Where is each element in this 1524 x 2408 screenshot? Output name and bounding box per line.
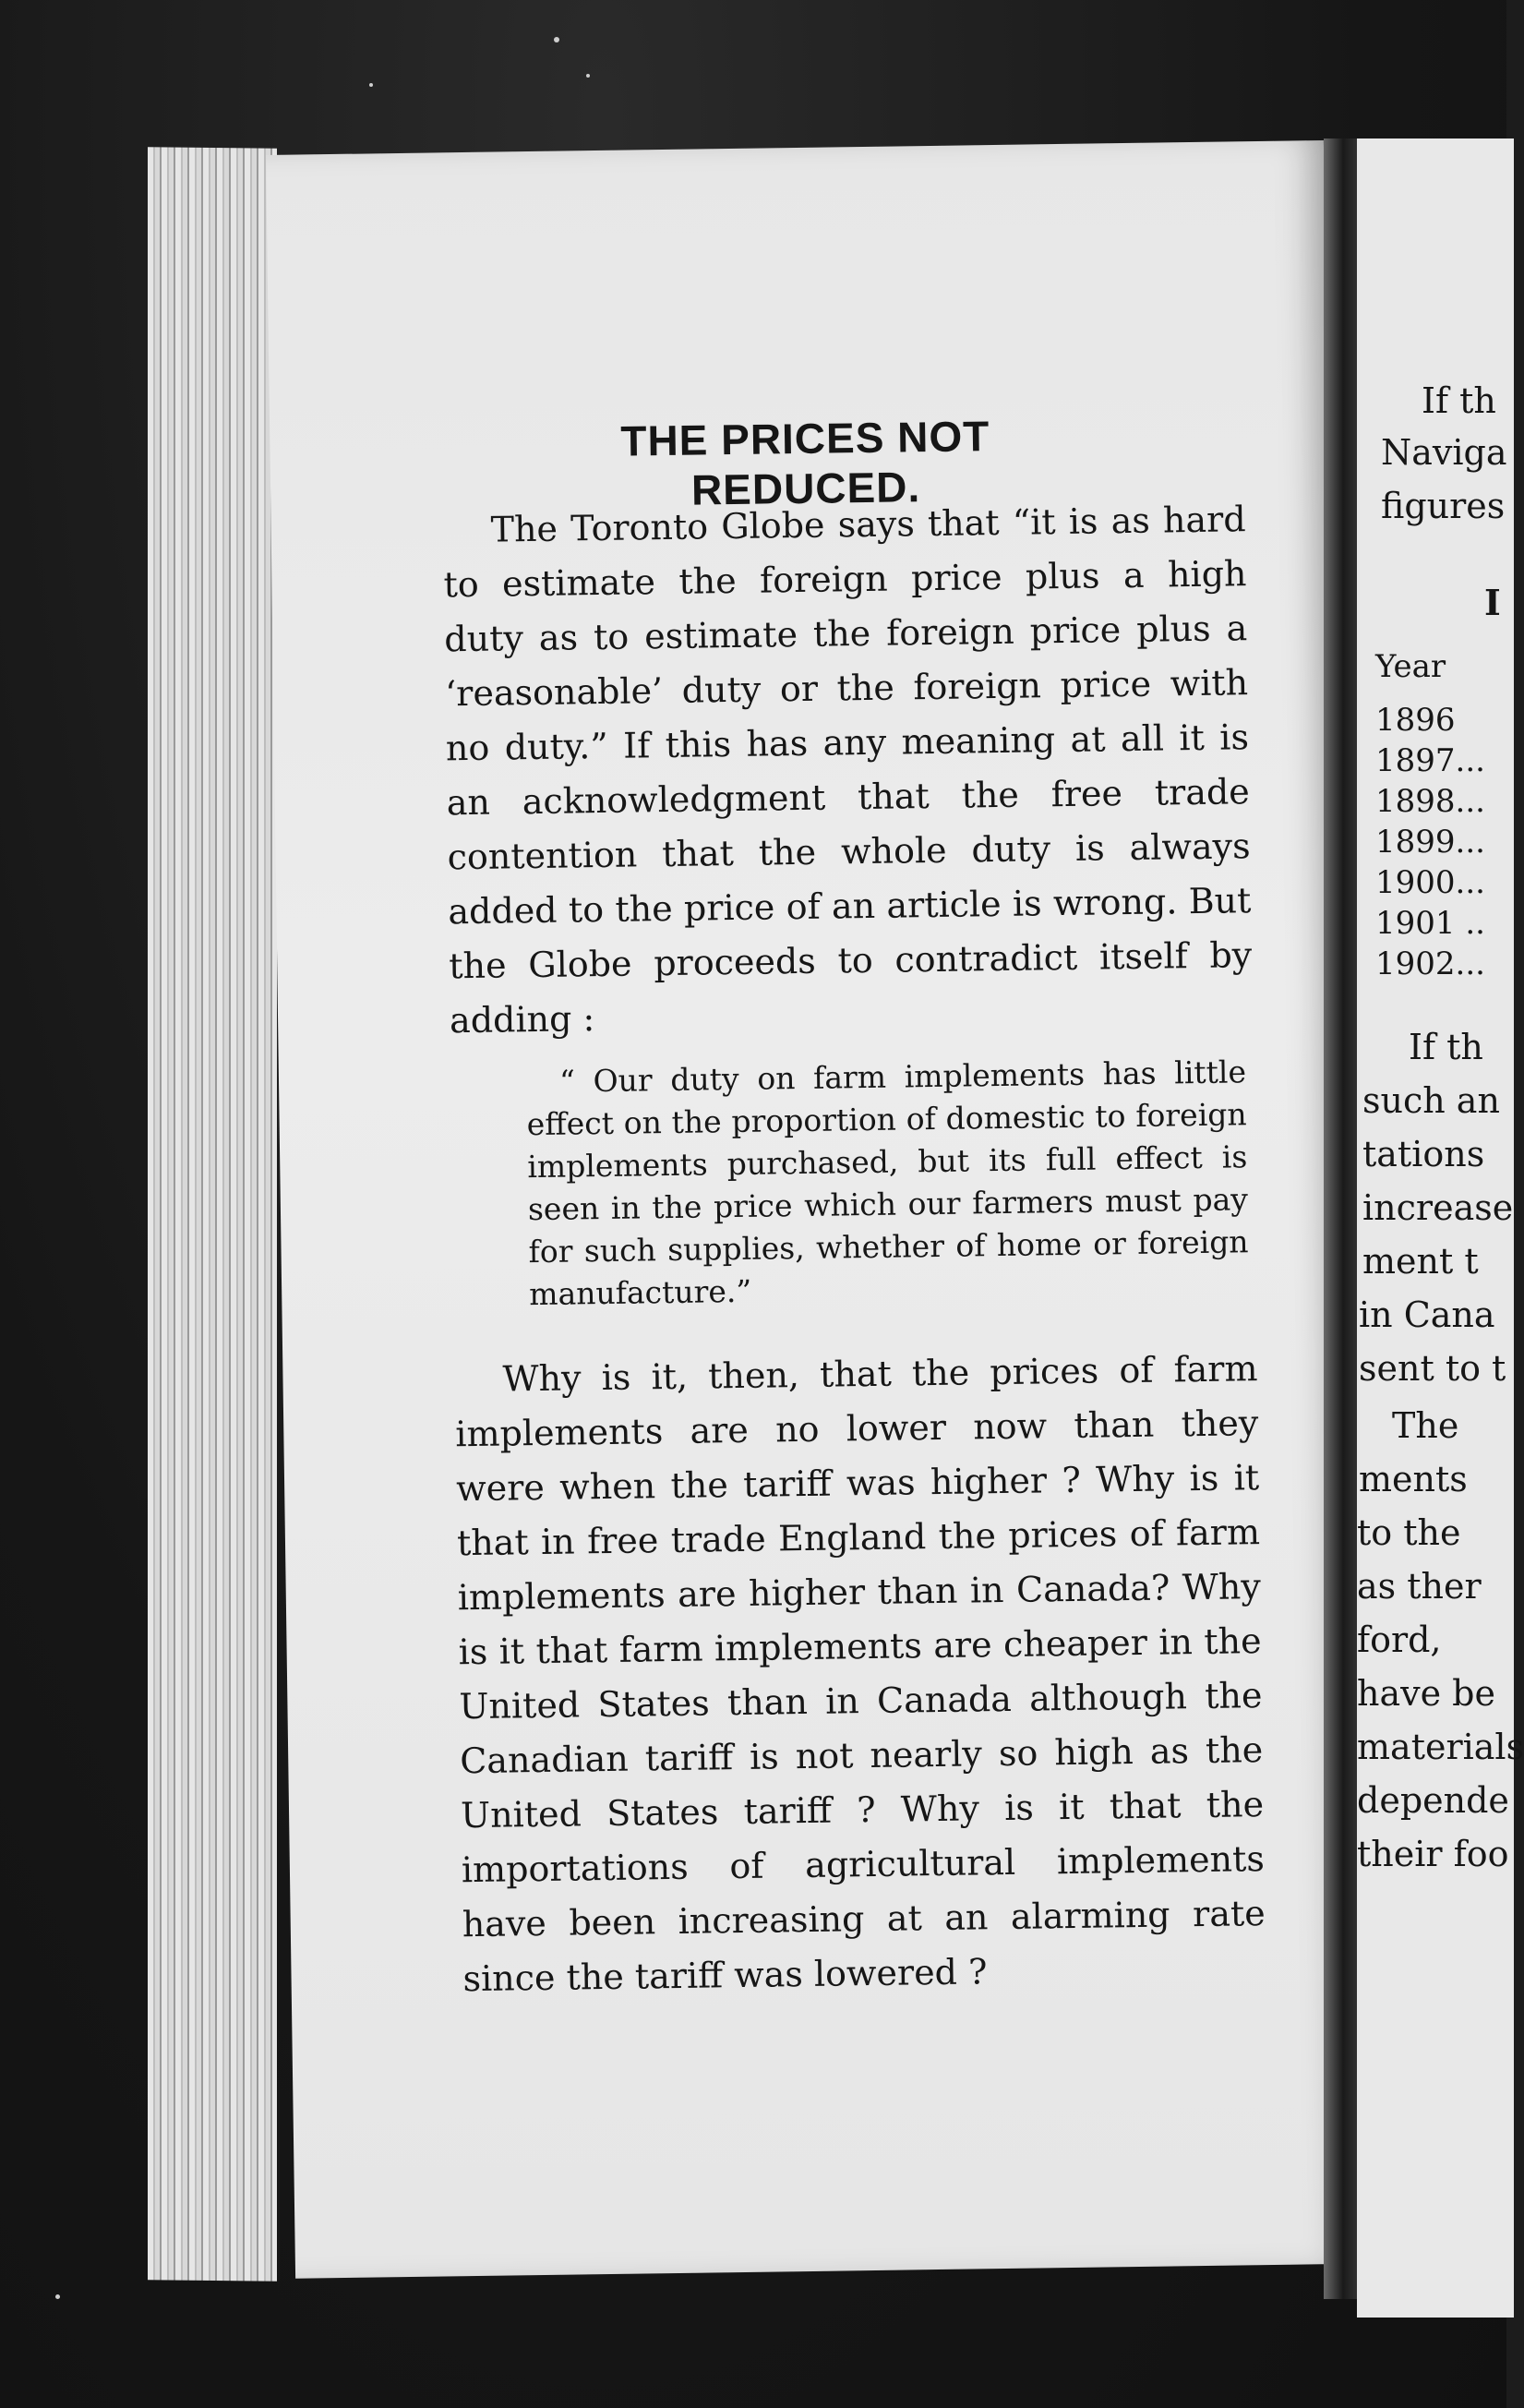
right-text-fragment: sent to t xyxy=(1359,1348,1506,1389)
right-text-fragment: 1899... xyxy=(1375,824,1485,861)
right-text-fragment: increase xyxy=(1362,1187,1514,1228)
dust-speck xyxy=(554,37,559,42)
right-text-fragment: Naviga xyxy=(1381,432,1507,473)
right-text-fragment: ford, xyxy=(1357,1619,1442,1660)
right-text-fragment: in Cana xyxy=(1359,1294,1495,1335)
block-quote: “ Our duty on farm implements has little effect on the proportion of domestic to foreign implements purchased, but its full effect is seen in the price which our farmers must pay for such supplies, whether of home or foreign manufacture.” xyxy=(526,1054,1249,1313)
paragraph-1: The Toronto Globe says that “it is as hard to estimate the foreign price plus a high duty as to estimate the foreign price plus a ‘reasonable’ duty or the foreign price with no duty.” If this has any meaning at all it is an acknowledgment that the free trade contention that the whole duty is always added to the price of an article is wrong. But the Globe proceeds to contradict itself by adding : xyxy=(443,499,1253,1041)
right-text-fragment: their foo xyxy=(1357,1834,1509,1874)
right-text-fragment: Year xyxy=(1375,648,1446,685)
right-text-fragment: 1900... xyxy=(1375,864,1485,901)
right-text-fragment: such an xyxy=(1362,1080,1500,1121)
right-text-fragment: ments xyxy=(1359,1459,1468,1499)
right-text-fragment: The xyxy=(1392,1405,1459,1446)
paragraph-2: Why is it, then, that the prices of farm implements are no lower now than they were when the tariff was higher ? Why is it that in free trade England the prices of farm implements are higher than in Canada? Why is it that farm implements are cheaper in the United States than in Canada although the Canadian tariff is not nearly so high as the United States tariff ? Why is it that the importations of agricultural implements have been increasing at an alarming rate since the tariff was lowered ? xyxy=(455,1348,1266,2000)
right-text-fragment: as ther xyxy=(1357,1566,1482,1607)
right-text-fragment: 1902... xyxy=(1375,945,1485,982)
right-text-fragment: If th xyxy=(1409,1027,1483,1067)
right-text-fragment: tations xyxy=(1362,1134,1485,1174)
right-text-fragment: to the xyxy=(1357,1512,1461,1553)
right-text-fragment: figures xyxy=(1381,486,1506,526)
right-text-fragment: 1898... xyxy=(1375,783,1485,820)
dust-speck xyxy=(586,74,590,78)
right-text-fragment: 1901 .. xyxy=(1375,905,1485,942)
page-edges xyxy=(148,147,277,2281)
right-text-fragment: ment t xyxy=(1362,1241,1479,1282)
right-text-fragment: 1897... xyxy=(1375,742,1485,779)
section-heading: THE PRICES NOT REDUCED. xyxy=(620,412,990,514)
right-text-fragment: 1896 xyxy=(1375,702,1456,739)
right-text-fragment: If th xyxy=(1422,380,1496,421)
right-text-fragment: have be xyxy=(1357,1673,1495,1714)
dust-speck xyxy=(55,2294,60,2299)
right-text-fragment: I xyxy=(1484,582,1501,623)
dust-speck xyxy=(369,83,373,87)
left-page xyxy=(266,140,1353,2279)
right-text-fragment: depende xyxy=(1357,1780,1509,1821)
right-page xyxy=(1357,138,1524,2318)
right-text-fragment: materials xyxy=(1357,1727,1524,1767)
